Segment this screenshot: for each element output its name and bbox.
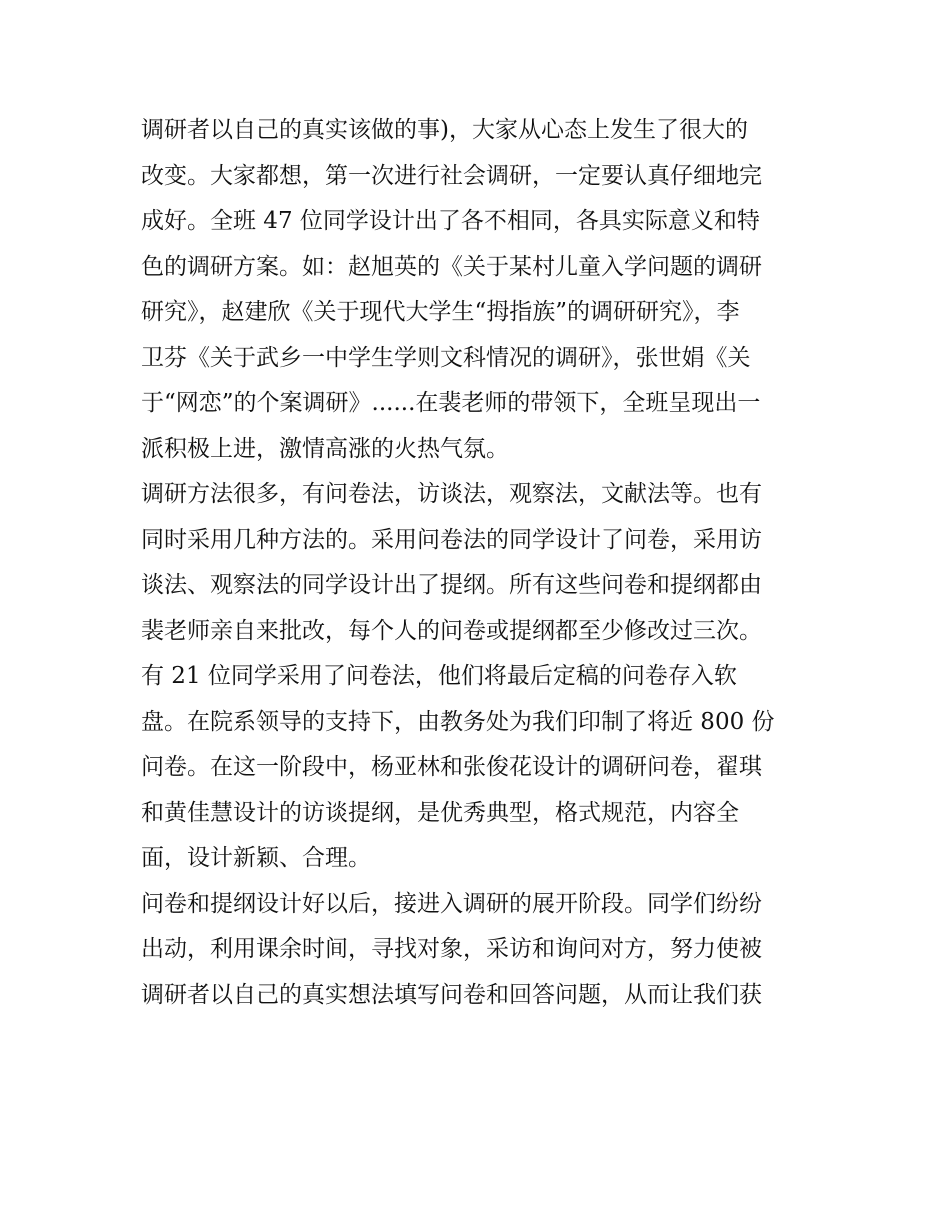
text-line: 派积极上进，激情高涨的火热气氛。 [141,435,509,462]
text-line: 调研者以自己的真实该做的事)，大家从心态上发生了很大的 [141,117,748,143]
text-line: 改变。大家都想，第一次进行社会调研，一定要认真仔细地完 [141,162,762,189]
text-line: 成好。全班 47 位同学设计出了各不相同，各具实际意义和特 [141,208,760,234]
text-line: 调研者以自己的真实想法填写问卷和回答问题，从而让我们获 [141,981,762,1008]
text-line: 问卷和提纲设计好以后，接进入调研的展开阶段。同学们纷纷 [141,890,762,917]
text-line: 卫芬《关于武乡一中学生学则文科情况的调研》，张世娟《关 [141,344,751,371]
text-line: 调研方法很多，有问卷法，访谈法，观察法，文献法等。也有 [141,481,762,507]
text-line: 问卷。在这一阶段中，杨亚林和张俊花设计的调研问卷，翟琪 [141,754,762,780]
document-body [141,108,821,1018]
text-line: 于“网恋”的个案调研》......在裴老师的带领下，全班呈现出一 [141,390,761,416]
text-line: 同时采用几种方法的。采用问卷法的同学设计了问卷，采用访 [141,526,762,553]
text-line: 有 21 位同学采用了问卷法，他们将最后定稿的问卷存入软 [141,663,737,689]
text-line: 盘。在院系领导的支持下，由教务处为我们印制了将近 800 份 [141,708,775,735]
text-line: 裴老师亲自来批改，每个人的问卷或提纲都至少修改过三次。 [141,617,762,644]
text-line: 研究》，赵建欣《关于现代大学生“拇指族”的调研研究》，李 [141,299,740,325]
text-line: 谈法、观察法的同学设计出了提纲。所有这些问卷和提纲都由 [141,572,762,598]
text-line: 面，设计新颖、合理。 [141,845,371,871]
text-line: 色的调研方案。如：赵旭英的《关于某村儿童入学问题的调研 [141,253,762,280]
text-line: 出动，利用课余时间，寻找对象，采访和询问对方，努力使被 [141,936,762,962]
text-line: 和黄佳慧设计的访谈提纲，是优秀典型，格式规范，内容全 [141,799,739,826]
